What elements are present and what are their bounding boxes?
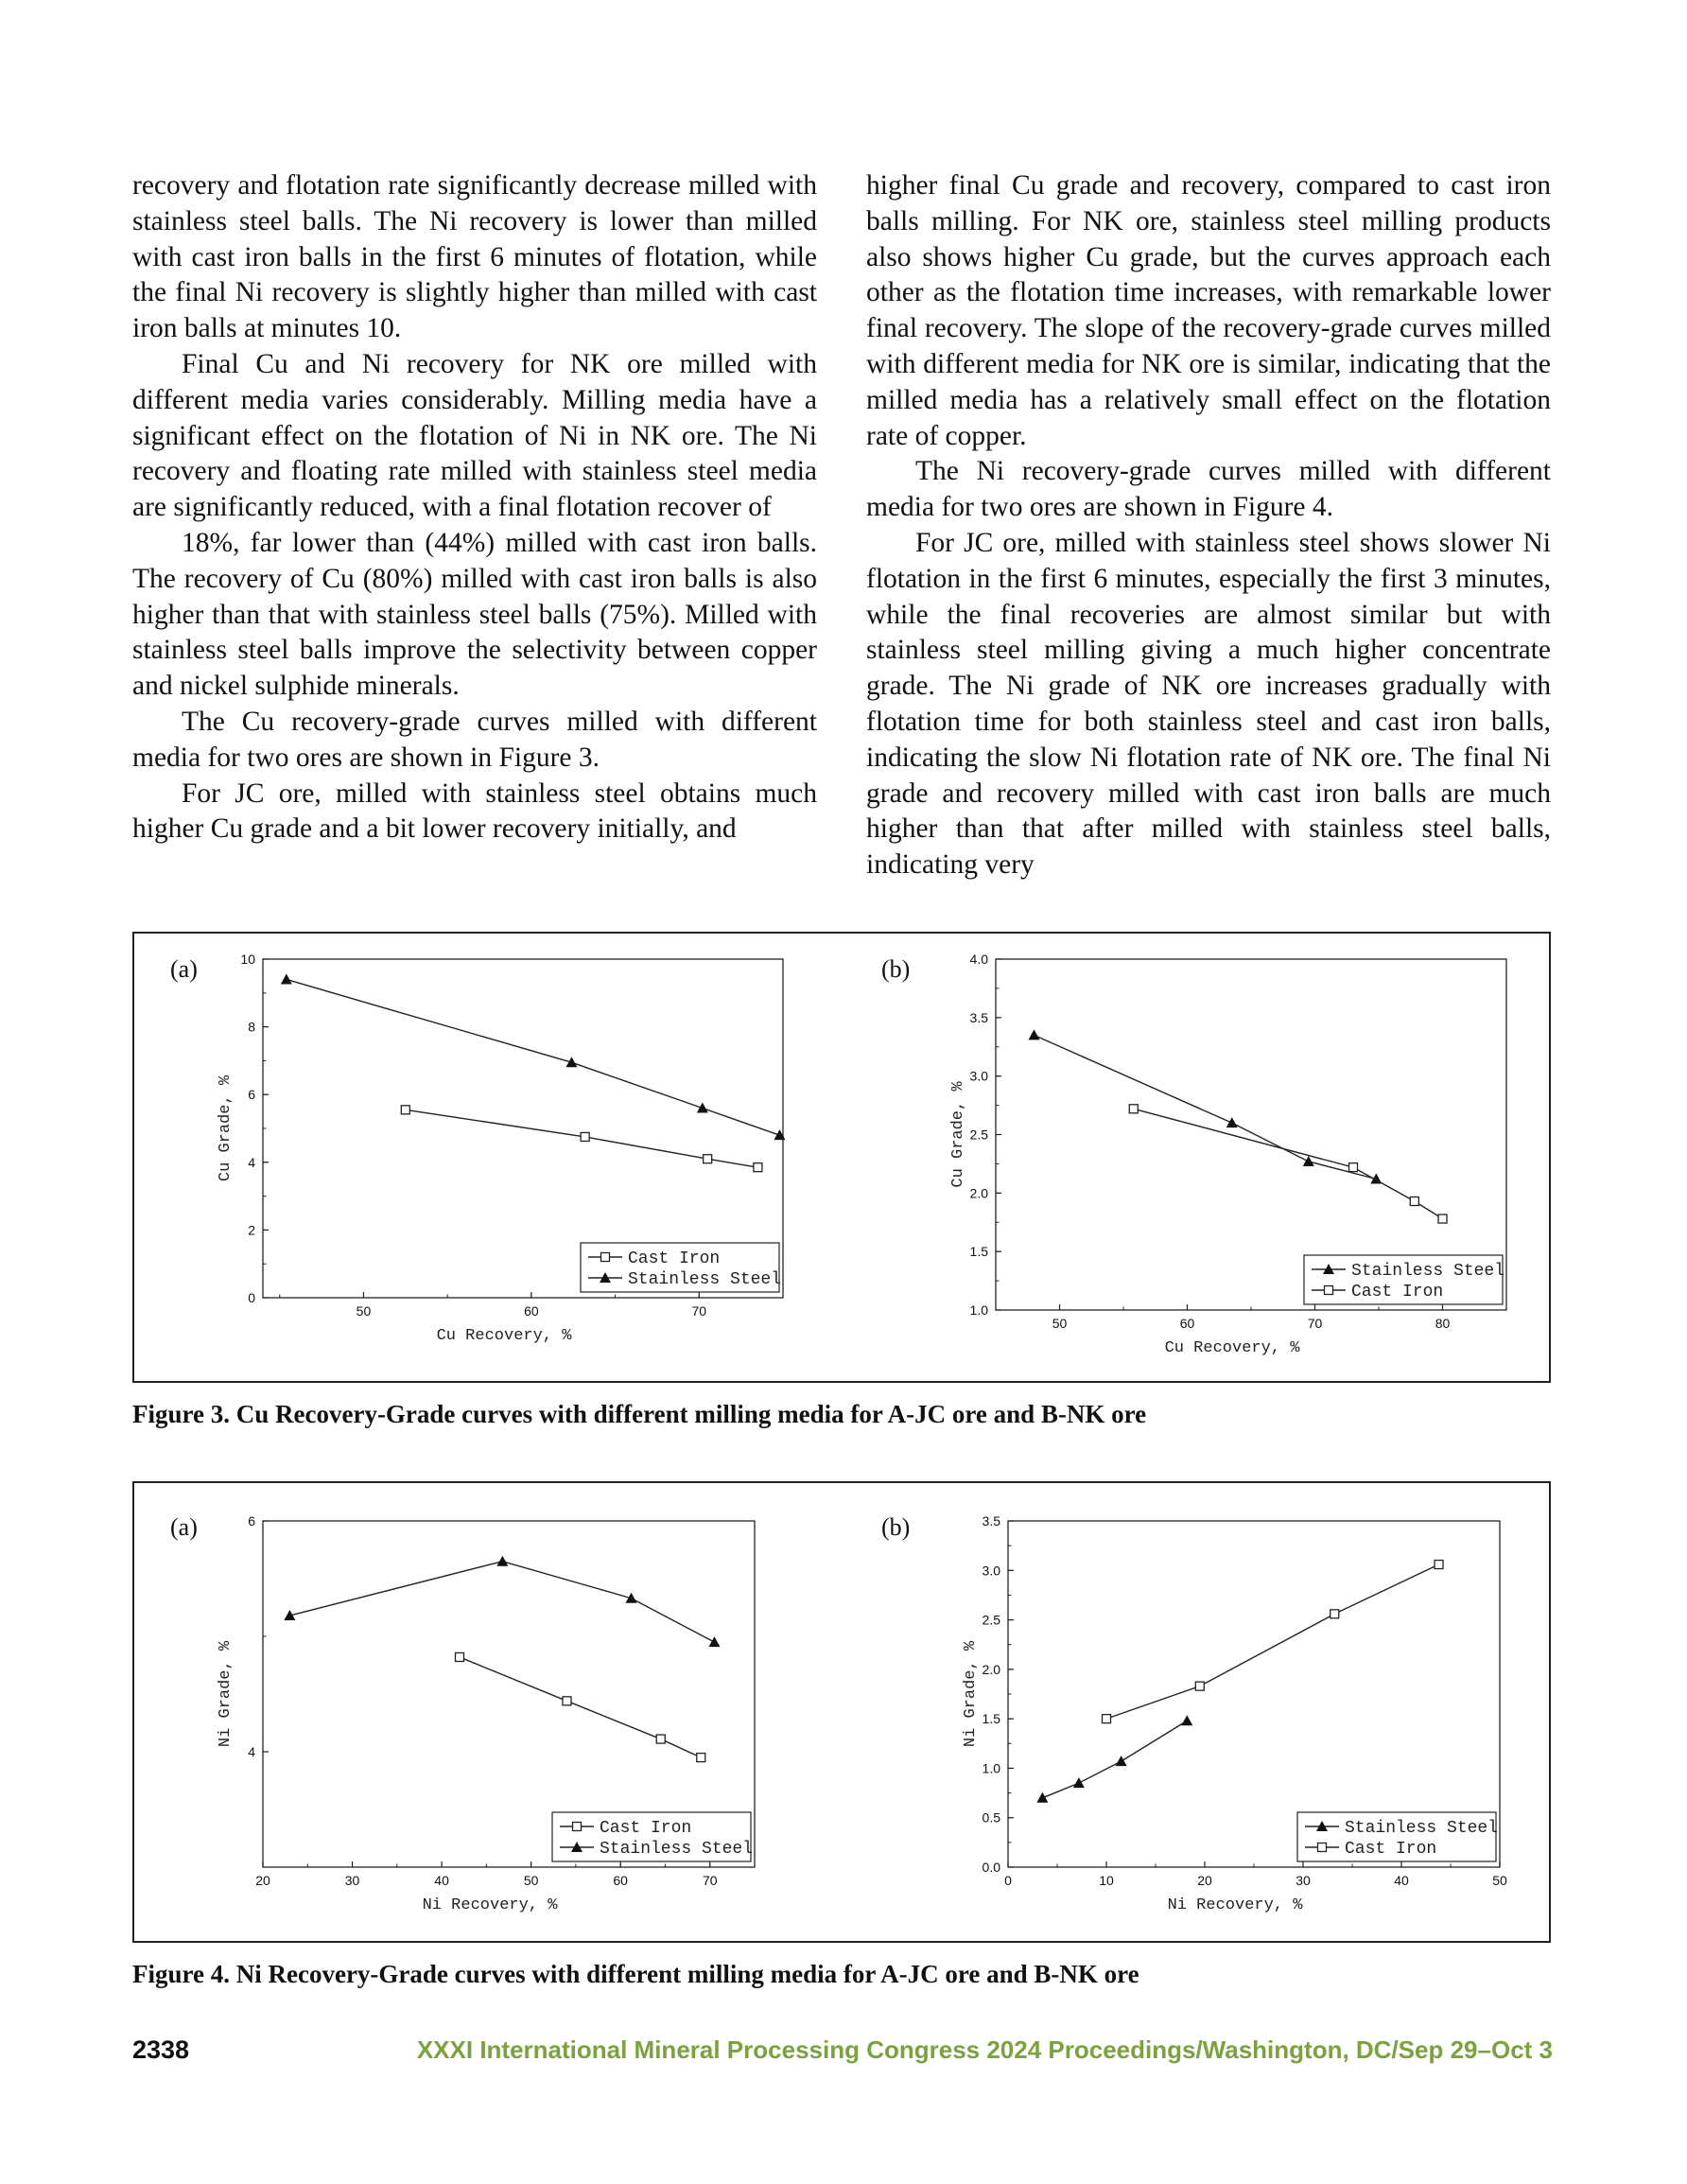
data-point: [563, 1697, 571, 1705]
x-tick-label: 10: [1099, 1873, 1114, 1888]
series-line: [1042, 1721, 1187, 1798]
x-tick-label: 70: [1307, 1316, 1323, 1331]
data-point: [754, 1163, 762, 1172]
legend-entry: Stainless Steel: [600, 1840, 754, 1859]
series-square: [401, 1106, 762, 1172]
x-tick-label: 50: [356, 1303, 372, 1319]
paragraph: The Ni recovery-grade curves milled with different media for two ores are shown in Figure 4.: [866, 456, 1551, 523]
series-square: [456, 1652, 705, 1761]
y-tick-label: 4: [248, 1154, 255, 1170]
data-point: [704, 1155, 712, 1163]
y-tick-label: 6: [248, 1087, 255, 1103]
panel-label: (b): [881, 1513, 911, 1541]
legend: [552, 1812, 753, 1861]
text-column-right: [866, 168, 1551, 883]
x-tick-label: 30: [344, 1873, 360, 1888]
panel-label: (a): [170, 955, 198, 983]
y-tick-label: 1.5: [969, 1244, 988, 1260]
y-axis-label: Cu Grade, %: [949, 1081, 967, 1188]
data-point: [281, 973, 292, 984]
x-tick-label: 20: [255, 1873, 270, 1888]
data-point: [1181, 1715, 1192, 1725]
legend-entry: Stainless Steel: [1351, 1262, 1505, 1281]
y-tick-label: 6: [248, 1513, 255, 1529]
legend-entry: Stainless Steel: [628, 1270, 782, 1289]
series-line: [289, 1562, 714, 1642]
series-line: [1106, 1564, 1439, 1719]
panel-label: (a): [170, 1513, 198, 1541]
series-triangle: [284, 1556, 720, 1647]
data-point: [1303, 1156, 1314, 1166]
x-tick-label: 50: [1052, 1316, 1068, 1331]
paragraph: For JC ore, milled with stainless steel obtains much higher Cu grade and a bit lower recovery initially, and: [132, 778, 817, 845]
y-tick-label: 0.5: [982, 1809, 1000, 1826]
x-tick-label: 40: [1394, 1873, 1409, 1888]
series-square: [1129, 1105, 1447, 1223]
chart-fig3b: [881, 952, 1506, 1357]
y-tick-label: 4.0: [969, 952, 988, 967]
data-point: [1029, 1029, 1040, 1040]
x-tick-label: 40: [434, 1873, 449, 1888]
legend-entry: Cast Iron: [600, 1819, 692, 1838]
y-tick-label: 0.0: [982, 1860, 1000, 1875]
running-footer: XXXI International Mineral Processing Congress 2024 Proceedings/Washington, DC/Sep 29–Oct 3: [416, 2035, 1553, 2064]
data-point: [697, 1103, 708, 1113]
data-point: [1073, 1777, 1085, 1788]
x-axis-label: Ni Recovery, %: [1167, 1896, 1303, 1914]
paragraph: The Cu recovery-grade curves milled with different media for two ores are shown in Figure 3.: [132, 706, 817, 773]
data-point: [708, 1636, 720, 1647]
data-point: [1103, 1715, 1111, 1723]
y-tick-label: 1.0: [982, 1760, 1000, 1776]
x-tick-label: 30: [1296, 1873, 1311, 1888]
data-point: [1226, 1117, 1238, 1127]
legend-marker: [1325, 1286, 1333, 1295]
paragraph: higher final Cu grade and recovery, compared to cast iron balls milling. For NK ore, stainless steel milling products also shows higher Cu grade, but the curves approach each other as the flotation time increases, with remarkable lower final recovery. The slope of the recovery-grade curves milled with different media for NK ore is similar, indicating that the milled media has a relatively small effect on the flotation rate of copper.: [866, 170, 1551, 451]
paragraph: recovery and flotation rate significantly decrease milled with stainless steel balls. The Ni recovery is lower than milled with cast iron balls in the first 6 minutes of flotation, while the final Ni recovery is slightly higher than milled with cast iron balls at minutes 10.: [132, 170, 817, 344]
data-point: [1036, 1792, 1048, 1803]
y-tick-label: 3.0: [969, 1068, 988, 1084]
x-tick-label: 0: [1004, 1873, 1012, 1888]
y-tick-label: 2.5: [969, 1127, 988, 1143]
y-tick-label: 10: [240, 952, 255, 967]
data-point: [774, 1129, 785, 1140]
x-axis-label: Cu Recovery, %: [1164, 1339, 1300, 1357]
y-tick-label: 0: [248, 1290, 255, 1305]
data-point: [1195, 1682, 1204, 1690]
chart-fig4b: [881, 1513, 1507, 1914]
data-point: [1129, 1105, 1138, 1113]
series-triangle: [281, 973, 786, 1140]
x-tick-label: 50: [523, 1873, 539, 1888]
data-point: [1435, 1561, 1443, 1569]
y-tick-label: 1.0: [969, 1302, 988, 1318]
x-tick-label: 60: [524, 1303, 539, 1319]
paragraph: Final Cu and Ni recovery for NK ore milled with different media varies considerably. Milling media have a significant effect on the flotation of Ni in NK ore. The Ni recovery and floating rate milled with stainless steel media are significantly reduced, with a final flotation recover of: [132, 348, 817, 523]
y-axis-label: Ni Grade, %: [217, 1640, 235, 1748]
x-tick-label: 80: [1435, 1316, 1451, 1331]
legend: [581, 1243, 781, 1292]
legend-entry: Stainless Steel: [1345, 1819, 1499, 1838]
figure-4-charts: [134, 1483, 1549, 1941]
data-point: [1349, 1163, 1358, 1172]
data-point: [581, 1132, 589, 1141]
y-axis-label: Ni Grade, %: [962, 1640, 980, 1748]
x-axis-label: Cu Recovery, %: [436, 1327, 572, 1345]
series-triangle: [1036, 1715, 1192, 1803]
legend-marker: [573, 1823, 582, 1831]
data-point: [401, 1106, 409, 1114]
data-point: [656, 1735, 665, 1743]
y-tick-label: 2.0: [969, 1185, 988, 1201]
legend: [1297, 1812, 1498, 1861]
data-point: [1438, 1214, 1447, 1223]
y-tick-label: 8: [248, 1019, 255, 1035]
paragraph: For JC ore, milled with stainless steel shows slower Ni flotation in the first 6 minutes, especially the first 3 minutes, while the final recoveries are almost similar but with stainless steel milling giving a much higher concentrate grade. The Ni grade of NK ore increases gradually with flotation time for both stainless steel and cast iron balls, indicating the slow Ni flotation rate of NK ore. The final Ni grade and recovery milled with cast iron balls are much higher than that after milled with stainless steel balls, indicating very: [866, 527, 1551, 881]
y-tick-label: 2.5: [982, 1612, 1000, 1628]
x-tick-label: 20: [1197, 1873, 1212, 1888]
x-tick-label: 60: [1179, 1316, 1195, 1331]
paragraph: 18%, far lower than (44%) milled with cast iron balls. The recovery of Cu (80%) milled with cast iron balls is also higher than that with stainless steel balls (75%). Milled with stainless steel balls improve the selectivity between copper and nickel sulphide minerals.: [132, 527, 817, 702]
y-tick-label: 3.5: [982, 1513, 1000, 1529]
legend: [1304, 1255, 1504, 1304]
x-tick-label: 60: [613, 1873, 628, 1888]
legend-entry: Cast Iron: [1351, 1283, 1444, 1302]
legend-marker: [601, 1253, 610, 1262]
x-tick-label: 70: [691, 1303, 707, 1319]
data-point: [456, 1652, 464, 1661]
series-line: [1134, 1109, 1443, 1218]
data-point: [496, 1556, 508, 1566]
y-tick-label: 2.0: [982, 1661, 1000, 1677]
figure-3-charts: [134, 934, 1549, 1381]
data-point: [697, 1754, 705, 1762]
chart-fig4a: [170, 1513, 755, 1914]
figure-4-frame: [132, 1481, 1551, 1943]
y-tick-label: 3.0: [982, 1563, 1000, 1579]
series-square: [1103, 1561, 1444, 1723]
data-point: [1410, 1197, 1418, 1205]
panel-label: (b): [881, 955, 911, 983]
data-point: [1330, 1610, 1339, 1618]
legend-marker: [1318, 1843, 1327, 1852]
y-tick-label: 3.5: [969, 1009, 988, 1025]
series-line: [1035, 1035, 1377, 1179]
figure-4-caption: Figure 4. Ni Recovery-Grade curves with different milling media for A-JC ore and B-NK ore: [132, 1960, 1139, 1988]
figure-3-caption: Figure 3. Cu Recovery-Grade curves with different milling media for A-JC ore and B-NK ore: [132, 1400, 1147, 1428]
y-tick-label: 2: [248, 1222, 255, 1238]
x-axis-label: Ni Recovery, %: [422, 1896, 558, 1914]
y-tick-label: 4: [248, 1744, 255, 1759]
text-column-left: [132, 168, 817, 847]
y-axis-label: Cu Grade, %: [217, 1075, 235, 1182]
x-tick-label: 50: [1492, 1873, 1507, 1888]
data-point: [1116, 1756, 1127, 1766]
y-tick-label: 1.5: [982, 1711, 1000, 1727]
figure-3-frame: [132, 932, 1551, 1383]
legend-entry: Cast Iron: [1345, 1840, 1437, 1859]
chart-fig3a: [170, 952, 785, 1345]
legend-entry: Cast Iron: [628, 1249, 721, 1268]
page-number: 2338: [132, 2035, 190, 2064]
x-tick-label: 70: [702, 1873, 718, 1888]
